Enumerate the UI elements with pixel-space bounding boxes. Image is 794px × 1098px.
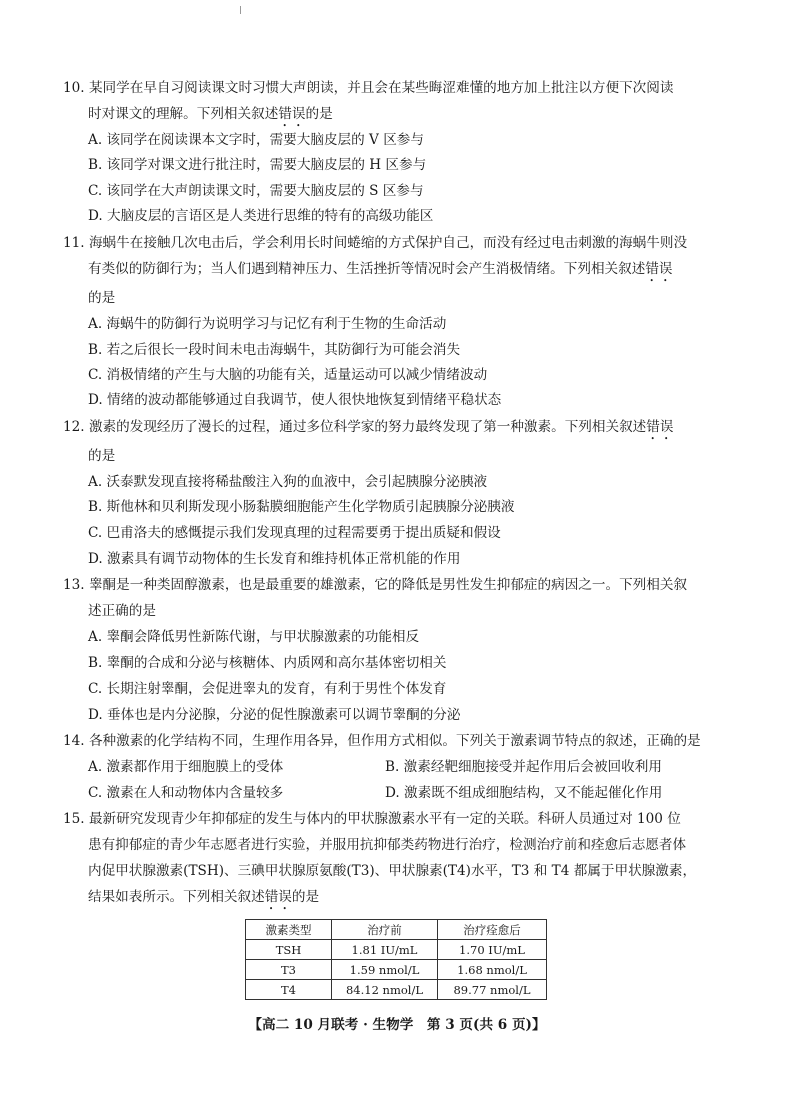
table-cell: 89.77 nmol/L [438, 980, 547, 1000]
q15-stem-line1: 15. 最新研究发现青少年抑郁症的发生与体内的甲状腺激素水平有一定的关联。科研人员通过对 100 位 [63, 811, 681, 827]
q13-stem-line2: 述正确的是 [88, 603, 156, 619]
q15-stem-line4 [88, 887, 319, 913]
q14-option-a: A. 激素都作用于细胞膜上的受体 [88, 759, 284, 775]
q14-option-c: C. 激素在人和动物体内含量较多 [88, 785, 284, 801]
q13-option-c: C. 长期注射睾酮，会促进睾丸的发育，有利于男性个体发育 [88, 681, 447, 697]
q12-option-c: C. 巴甫洛夫的感慨提示我们发现真理的过程需要勇于提出质疑和假设 [88, 525, 501, 541]
q14-option-b: B. 激素经靶细胞接受并起作用后会被回收利用 [385, 759, 662, 775]
q11-stem-line2 [88, 259, 673, 285]
table-cell: 1.70 IU/mL [438, 940, 547, 960]
hormone-table [245, 919, 547, 1000]
stem-text: 时对课文的理解。下列相关叙述 [88, 106, 279, 122]
emphasis-wrong: 错误 [645, 261, 673, 277]
table-cell: 1.68 nmol/L [438, 960, 547, 980]
q15-stem-line2: 患有抑郁症的青少年志愿者进行实验，并服用抗抑郁类药物进行治疗，检测治疗前和痊愈后志愿者体 [88, 837, 687, 853]
scan-mark [240, 6, 241, 14]
emphasis-wrong: 错误 [646, 419, 674, 435]
q14-option-d: D. 激素既不组成细胞结构，又不能起催化作用 [385, 785, 663, 801]
table-cell: 84.12 nmol/L [332, 980, 438, 1000]
q12-option-d: D. 激素具有调节动物体的生长发育和维持机体正常机能的作用 [88, 551, 461, 567]
q11-option-a: A. 海蜗牛的防御行为说明学习与记忆有利于生物的生命活动 [88, 316, 447, 332]
q11-stem-line1: 11. 海蜗牛在接触几次电击后，学会利用长时间蜷缩的方式保护自己，而没有经过电击刺激的海蜗牛则没 [63, 235, 688, 251]
table-cell: T4 [246, 980, 332, 1000]
q12-stem-line1 [63, 417, 673, 443]
q12-stem-line2: 的是 [88, 448, 116, 464]
page-footer: 【高二 10 月联考 · 生物学 第 3 页(共 6 页)】 [248, 1017, 546, 1033]
table-row [246, 980, 547, 1000]
table-header: 治疗前 [332, 920, 438, 940]
q10-stem-line1: 10. 某同学在早自习阅读课文时习惯大声朗读，并且会在某些晦涩难懂的地方加上批注以方便下次阅读 [63, 80, 674, 96]
stem-text: 结果如表所示。下列相关叙述 [88, 889, 265, 905]
q12-option-b: B. 斯他林和贝利斯发现小肠黏膜细胞能产生化学物质引起胰腺分泌胰液 [88, 499, 515, 515]
q10-option-d: D. 大脑皮层的言语区是人类进行思维的特有的高级功能区 [88, 208, 434, 224]
q10-stem-line2 [88, 104, 333, 130]
stem-text: 有类似的防御行为；当人们遇到精神压力、生活挫折等情况时会产生消极情绪。下列相关叙述 [88, 261, 646, 277]
table-header-row [246, 920, 547, 940]
q10-option-a: A. 该同学在阅读课本文字时，需要大脑皮层的 V 区参与 [88, 132, 424, 148]
table-cell: 1.59 nmol/L [332, 960, 438, 980]
q13-option-d: D. 垂体也是内分泌腺，分泌的促性腺激素可以调节睾酮的分泌 [88, 707, 461, 723]
emphasis-wrong: 错误 [264, 889, 292, 905]
stem-text: 的是 [291, 889, 320, 905]
q14-stem: 14. 各种激素的化学结构不同，生理作用各异，但作用方式相似。下列关于激素调节特点的叙述，正确的是 [63, 733, 701, 749]
q10-option-c: C. 该同学在大声朗读课文时，需要大脑皮层的 S 区参与 [88, 183, 424, 199]
q11-option-c: C. 消极情绪的产生与大脑的功能有关，适量运动可以减少情绪波动 [88, 367, 488, 383]
table-header: 治疗痊愈后 [438, 920, 547, 940]
q11-option-b: B. 若之后很长一段时间未电击海蜗牛，其防御行为可能会消失 [88, 342, 461, 358]
q13-option-b: B. 睾酮的合成和分泌与核糖体、内质网和高尔基体密切相关 [88, 655, 447, 671]
emphasis-wrong: 错误 [278, 106, 306, 122]
stem-text: 的是 [305, 106, 333, 122]
q13-option-a: A. 睾酮会降低男性新陈代谢，与甲状腺激素的功能相反 [88, 629, 420, 645]
table-row [246, 960, 547, 980]
table-cell: TSH [246, 940, 332, 960]
stem-text: 12. 激素的发现经历了漫长的过程，通过多位科学家的努力最终发现了第一种激素。下列相关叙述 [63, 419, 647, 435]
q10-option-b: B. 该同学对课文进行批注时，需要大脑皮层的 H 区参与 [88, 157, 427, 173]
q11-stem-line3: 的是 [88, 290, 116, 306]
q11-option-d: D. 情绪的波动都能够通过自我调节，使人很快地恢复到情绪平稳状态 [88, 392, 502, 408]
q15-stem-line3: 内促甲状腺激素(TSH)、三碘甲状腺原氨酸(T3)、甲状腺素(T4)水平，T3 和 T4 都属于甲状腺激素， [88, 863, 697, 879]
q12-option-a: A. 沃泰默发现直接将稀盐酸注入狗的血液中，会引起胰腺分泌胰液 [88, 474, 488, 490]
table-cell: 1.81 IU/mL [332, 940, 438, 960]
table-row [246, 940, 547, 960]
table-header: 激素类型 [246, 920, 332, 940]
table-cell: T3 [246, 960, 332, 980]
q13-stem-line1: 13. 睾酮是一种类固醇激素，也是最重要的雄激素，它的降低是男性发生抑郁症的病因之一。下列相关叙 [63, 577, 688, 593]
